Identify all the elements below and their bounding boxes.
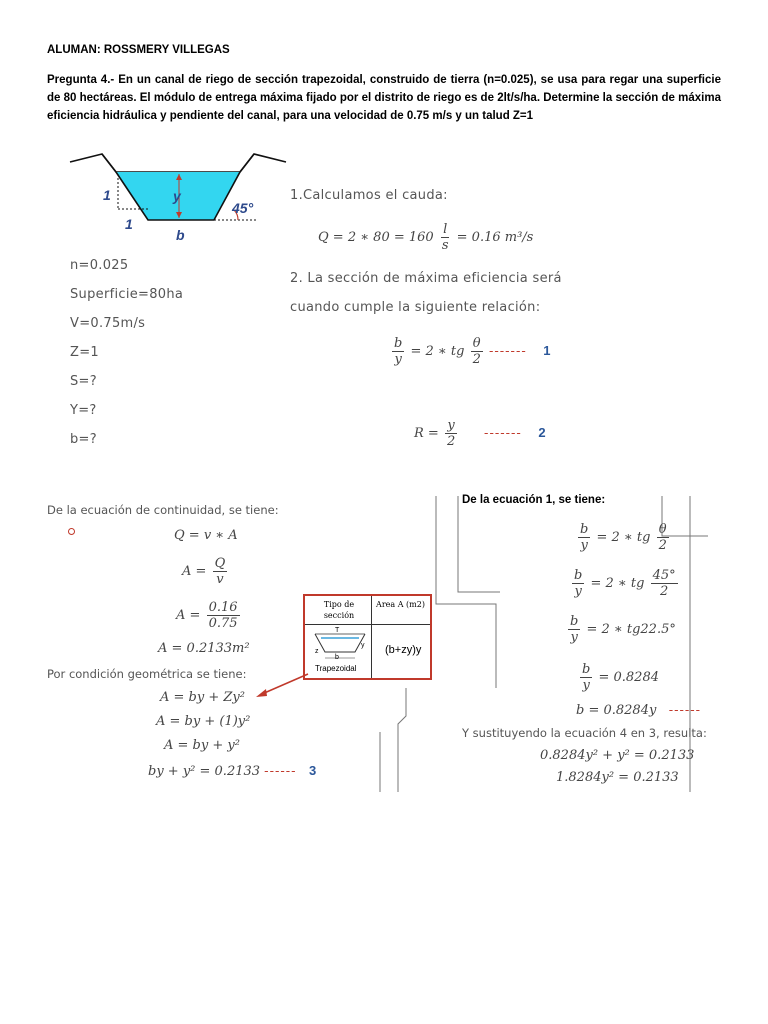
table-shape-label: Trapezoidal: [315, 664, 357, 673]
diagram-label-y: y: [173, 188, 181, 204]
table-formula: (b+zy)y: [385, 644, 422, 656]
question-label: Pregunta 4.-: [47, 74, 115, 86]
step2-line2: cuando cumple la siguiente relación:: [290, 300, 541, 315]
data-item: Superficie=80ha: [70, 287, 184, 302]
data-item: V=0.75m/s: [70, 316, 146, 331]
diagram-label-1-left: 1: [103, 187, 111, 203]
question-paragraph: [47, 71, 721, 125]
substitution-eq2: 1.8284y² = 0.2133: [556, 770, 679, 785]
data-item: b=?: [70, 432, 97, 447]
geometric-title: Por condición geométrica se tiene:: [47, 667, 247, 681]
eq1-derive-e1: $\frac{b}{y}$ = 2 ∗ tg $\frac{\theta}{2}$: [580, 522, 667, 553]
data-item: Z=1: [70, 345, 99, 360]
diagram-label-b: b: [176, 227, 185, 243]
data-list: [70, 258, 183, 461]
table-t-label: T: [335, 627, 340, 634]
eq1-derive-e3: $\frac{b}{y}$ = 2 ∗ tg22.5°: [570, 614, 676, 645]
table-b-label: b: [335, 654, 339, 661]
continuity-eq3: A = $\frac{0.16}{0.75}$: [176, 600, 238, 631]
geometric-eq2: A = by + (1)y²: [156, 714, 251, 729]
author-line: ALUMAN: ROSSMERY VILLEGAS: [47, 44, 230, 56]
diagram-label-angle: 45°: [232, 200, 254, 216]
table-y-label: y: [361, 642, 365, 649]
table-header-section: Tipo de sección: [323, 600, 355, 620]
step2-eq2: R = $\frac{y}{2}$ ------- 2: [414, 418, 546, 449]
geometric-eq1: A = by + Zy²: [160, 690, 245, 705]
table-header-area: Area A (m2): [376, 600, 425, 609]
continuity-title: De la ecuación de continuidad, se tiene:: [47, 503, 279, 517]
substitution-title: Y sustituyendo la ecuación 4 en 3, resulta:: [462, 726, 707, 740]
geometric-eq4: by + y² = 0.2133 ------ 3: [148, 763, 317, 779]
eq-tag-2: 2: [538, 425, 546, 440]
eq-tag-1: 1: [543, 343, 551, 358]
eq1-derive-e2: $\frac{b}{y}$ = 2 ∗ tg $\frac{45^\circ}{2}$: [574, 568, 676, 599]
eq1-derive-e5: b = 0.8284y ------: [576, 703, 702, 718]
step1-title: 1.Calculamos el cauda:: [290, 188, 448, 203]
diagram-label-1-bottom: 1: [125, 216, 133, 232]
data-item: Y=?: [70, 403, 97, 418]
continuity-eq4: A = 0.2133m²: [158, 641, 250, 656]
question-text: En un canal de riego de sección trapezoidal, construido de tierra (n=0.025), se usa para regar una superficie de 80 hectáreas. El módulo de entrega máxima fijado por el distrito de riego es de 2lt/s/ha. Determine la sección de máxima eficiencia hidráulica y pendiente del canal, para una velocidad de 0.75 m/s y un talud Z=1: [47, 74, 721, 122]
continuity-eq1: Q = v ∗ A: [174, 528, 238, 543]
eq1-derive-title: De la ecuación 1, se tiene:: [462, 494, 606, 506]
geometric-eq3: A = by + y²: [164, 738, 240, 753]
data-item: S=?: [70, 374, 97, 389]
substitution-eq1: 0.8284y² + y² = 0.2133: [540, 748, 695, 763]
eq-tag-3: 3: [308, 763, 317, 778]
step2-line1: 2. La sección de máxima eficiencia será: [290, 271, 562, 286]
table-z-label: z: [315, 648, 319, 655]
eq1-derive-e4: $\frac{b}{y}$ = 0.8284: [582, 662, 659, 693]
step2-eq1: $\frac{b}{y}$ = 2 ∗ tg $\frac{\theta}{2}$ ------- 1: [394, 336, 551, 367]
continuity-eq2: A = $\frac{Q}{v}$: [182, 556, 226, 587]
step1-equation: Q = 2 ∗ 80 = 160 $\frac{l}{s}$ = 0.16 m³/s: [318, 222, 534, 253]
data-item: n=0.025: [70, 258, 129, 273]
red-dot-mark: [68, 528, 75, 535]
pointer-arrow: [252, 672, 312, 700]
